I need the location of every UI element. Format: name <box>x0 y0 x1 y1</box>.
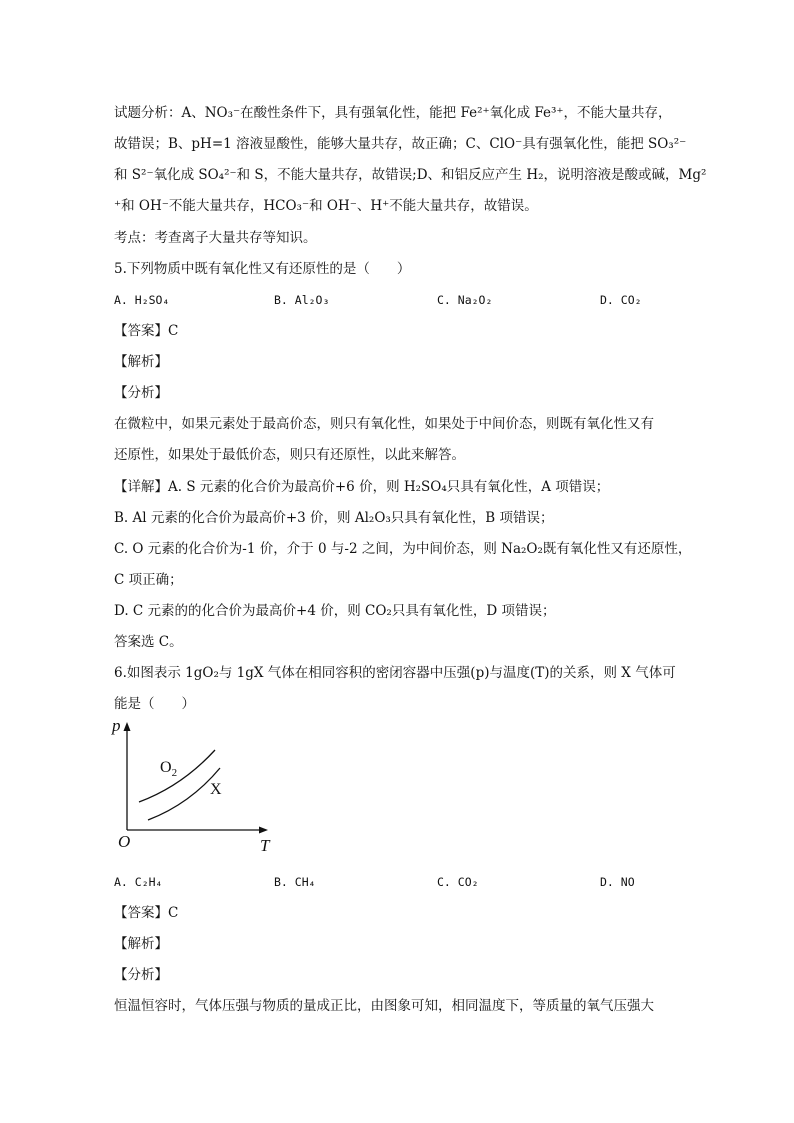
q6-fenxi-line-1: 恒温恒容时，气体压强与物质的量成正比，由图象可知，相同温度下，等质量的氧气压强大 <box>114 998 654 1014</box>
q6-stem-line-2: 能是（ ） <box>114 696 195 712</box>
axis-label-p: p <box>112 716 121 735</box>
y-axis-arrow <box>124 722 131 731</box>
curve-label-o2-main: O <box>160 759 172 776</box>
q5-detail-d: D. C 元素的的化合价为最高价+4 价，则 CO₂只具有氧化性，D 项错误； <box>114 603 556 619</box>
q5-fenxi-line-2: 还原性，如果处于最低价态，则只有还原性，以此来解答。 <box>114 447 465 463</box>
analysis-line-2: 故错误；B、pH=1 溶液显酸性，能够大量共存，故正确；C、ClO⁻具有强氧化性，能把 SO₃²⁻ <box>114 136 687 152</box>
curve-label-o2-subscript: 2 <box>171 767 178 780</box>
analysis-line-3: 和 S²⁻氧化成 SO₄²⁻和 S，不能大量共存，故错误;D、和铝反应产生 H₂，说明溶液是酸或碱，Mg² <box>114 167 707 183</box>
q6-option-b: B. CH₄ <box>274 875 316 889</box>
q5-answer: 【答案】C <box>114 323 179 339</box>
q6-jiexi-heading: 【解析】 <box>114 936 168 952</box>
kaodian-line: 考点：考查离子大量共存等知识。 <box>114 230 317 246</box>
q5-option-c: C. Na₂O₂ <box>437 293 493 307</box>
q5-fenxi-heading: 【分析】 <box>114 385 168 401</box>
curve-label-o2 <box>160 759 177 779</box>
q5-jiexi-heading: 【解析】 <box>114 354 168 370</box>
q6-stem-line-1: 6.如图表示 1gO₂与 1gX 气体在相同容积的密闭容器中压强(p)与温度(T)的关系，则 X 气体可 <box>114 665 676 681</box>
origin-label: O <box>118 832 131 851</box>
analysis-line-4: ⁺和 OH⁻不能大量共存，HCO₃⁻和 OH⁻、H⁺不能大量共存，故错误。 <box>114 198 538 214</box>
q6-option-a: A. C₂H₄ <box>114 875 163 889</box>
q5-detail-c-line-1: C. O 元素的化合价为-1 价，介于 0 与-2 之间，为中间价态，则 Na₂O₂既有氧化性又有还原性， <box>114 541 692 557</box>
q6-option-d: D. NO <box>600 875 635 889</box>
diagram-svg <box>112 712 282 862</box>
q5-option-a: A. H₂SO₄ <box>114 293 170 307</box>
analysis-line-1: 试题分析：A、NO₃⁻在酸性条件下，具有强氧化性，能把 Fe²⁺氧化成 Fe³⁺，不能大量共存， <box>114 105 672 121</box>
q5-detail-b: B. Al 元素的化合价为最高价+3 价，则 Al₂O₃只具有氧化性，B 项错误； <box>114 510 554 526</box>
q5-option-d: D. CO₂ <box>600 293 642 307</box>
x-axis-arrow <box>259 827 268 834</box>
q5-option-b: B. Al₂O₃ <box>274 293 330 307</box>
q5-stem: 5.下列物质中既有氧化性又有还原性的是（ ） <box>114 261 411 277</box>
q5-detail-c-line-2: C 项正确； <box>114 572 183 588</box>
q5-detail-a: 【详解】A. S 元素的化合价为最高价+6 价，则 H₂SO₄只具有氧化性，A 项错误； <box>114 479 610 495</box>
pressure-temperature-diagram <box>112 712 282 862</box>
axis-label-t: T <box>260 836 270 855</box>
q5-conclusion: 答案选 C。 <box>114 634 183 650</box>
q6-answer: 【答案】C <box>114 905 179 921</box>
curve-label-x: X <box>210 781 222 798</box>
q6-fenxi-heading: 【分析】 <box>114 967 168 983</box>
q5-fenxi-line-1: 在微粒中，如果元素处于最高价态，则只有氧化性，如果处于中间价态，则既有氧化性又有 <box>114 416 654 432</box>
q5-options <box>114 293 694 311</box>
q6-options <box>114 875 694 893</box>
q6-option-c: C. CO₂ <box>437 875 479 889</box>
